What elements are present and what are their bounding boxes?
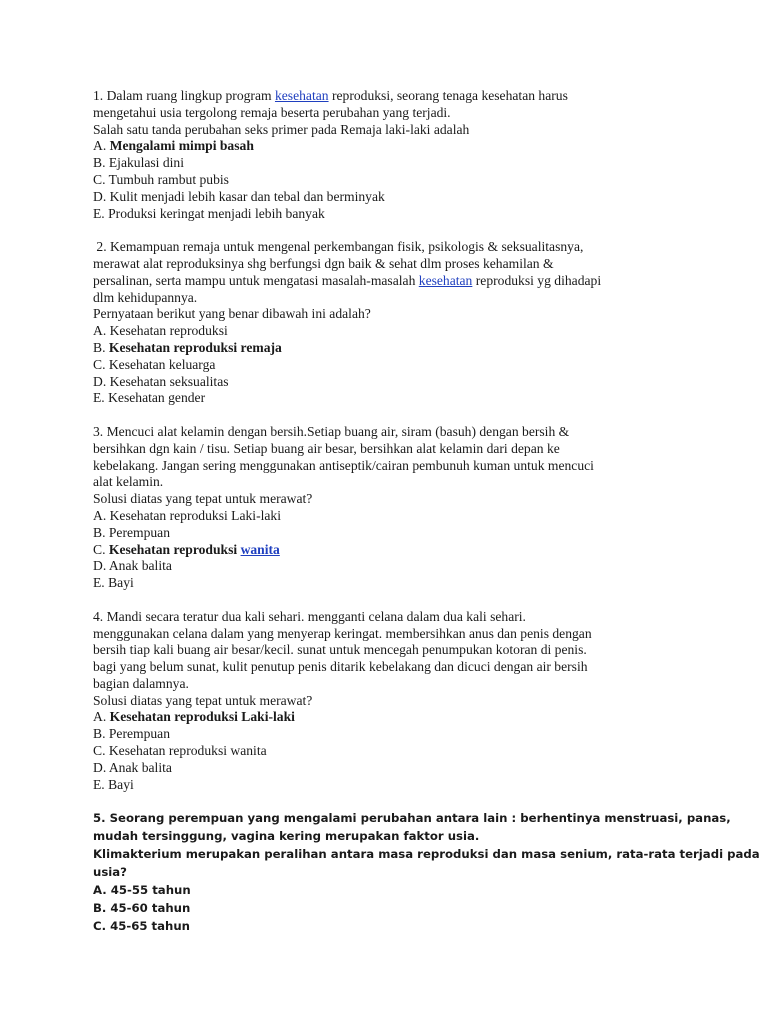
option-answer-text: Kesehatan reproduksi remaja: [108, 339, 282, 355]
option-answer-text: Kesehatan reproduksi Laki-laki: [109, 709, 295, 725]
kesehatan-link[interactable]: kesehatan: [418, 272, 473, 288]
question-1-option-c: C. Tumbuh rambut pubis: [93, 171, 229, 187]
question-3-prompt: Solusi diatas yang tepat untuk merawat?: [93, 491, 313, 507]
question-2-option-c: C. Kesehatan keluarga: [93, 356, 216, 372]
wanita-link[interactable]: wanita: [240, 541, 280, 557]
question-3-option-b: B. Perempuan: [93, 524, 171, 540]
question-1-option-e: E. Produksi keringat menjadi lebih banyak: [93, 205, 325, 221]
option-answer-text: Kesehatan reproduksi: [108, 541, 241, 557]
question-1-option-d: D. Kulit menjadi lebih kasar dan tebal dan berminyak: [93, 188, 385, 204]
question-4: [93, 609, 683, 794]
question-2-stem-text-end: reproduksi yg dihadapi: [472, 272, 602, 288]
question-2-option-d: D. Kesehatan seksualitas: [93, 373, 229, 389]
question-2-option-e: E. Kesehatan gender: [93, 390, 206, 406]
question-2-option-a: A. Kesehatan reproduksi: [93, 323, 228, 339]
option-letter: A.: [93, 709, 110, 725]
question-5-stem-line-2: mudah tersinggung, vagina kering merupakan faktor usia.: [93, 829, 480, 844]
question-2-stem-line-4: dlm kehidupannya.: [93, 289, 198, 305]
question-1-stem-text-end: reproduksi, seorang tenaga kesehatan harus: [328, 88, 568, 103]
question-5-option-a: A. 45-55 tahun: [93, 882, 191, 897]
question-2-stem-text: persalinan, serta mampu untuk mengatasi masalah-masalah: [93, 272, 419, 288]
question-4-option-d: D. Anak balita: [93, 759, 172, 775]
option-letter: A.: [93, 138, 110, 154]
question-3-option-e: E. Bayi: [93, 575, 134, 591]
question-5-option-b: B. 45-60 tahun: [93, 900, 191, 915]
question-3-option-a: A. Kesehatan reproduksi Laki-laki: [93, 507, 281, 523]
question-4-stem-line-5: bagian dalamnya.: [93, 675, 189, 691]
question-3-stem-line-2: bersihkan dgn kain / tisu. Setiap buang air besar, bersihkan alat kelamin dari depan ke: [93, 440, 560, 456]
question-1-stem-line-2: mengetahui usia tergolong remaja beserta perubahan yang terjadi.: [93, 104, 451, 120]
kesehatan-link[interactable]: kesehatan: [274, 88, 329, 103]
question-3-stem-line-1: 3. Mencuci alat kelamin dengan bersih.Setiap buang air, siram (basuh) dengan bersih &: [93, 423, 570, 439]
question-4-option-b: B. Perempuan: [93, 726, 171, 742]
question-5-stem-line-1: 5. Seorang perempuan yang mengalami perubahan antara lain : berhentinya menstruasi, panas,: [93, 811, 731, 826]
question-5-stem-line-4: usia?: [93, 864, 127, 879]
question-4-stem-line-3: bersih tiap kali buang air besar/kecil. sunat untuk mencegah penumpukan kotoran di penis.: [93, 642, 587, 658]
question-1-stem-line-1: [93, 88, 683, 105]
question-1-stem-text: 1. Dalam ruang lingkup program: [93, 88, 275, 103]
question-3: [93, 424, 683, 592]
question-3-stem-line-4: alat kelamin.: [93, 474, 164, 490]
question-1-prompt: Salah satu tanda perubahan seks primer pada Remaja laki-laki adalah: [93, 121, 470, 137]
question-2-stem-line-3: [93, 273, 683, 290]
question-4-stem-line-1: 4. Mandi secara teratur dua kali sehari. mengganti celana dalam dua kali sehari.: [93, 608, 526, 624]
question-4-option-e: E. Bayi: [93, 776, 134, 792]
question-5: [93, 810, 760, 935]
question-2-option-b: [93, 340, 683, 357]
question-2-stem-line-2: merawat alat reproduksinya shg berfungsi dgn baik & sehat dlm proses kehamilan &: [93, 255, 554, 271]
question-2-stem-line-1: 2. Kemampuan remaja untuk mengenal perkembangan fisik, psikologis & seksualitasnya,: [93, 239, 584, 255]
option-letter: C.: [93, 541, 109, 557]
question-1: [93, 88, 683, 222]
question-4-prompt: Solusi diatas yang tepat untuk merawat?: [93, 692, 313, 708]
question-4-option-a: [93, 709, 683, 726]
question-5-option-c: C. 45-65 tahun: [93, 918, 190, 933]
question-3-option-c: [93, 542, 683, 559]
question-3-option-d: D. Anak balita: [93, 558, 172, 574]
question-4-stem-line-4: bagi yang belum sunat, kulit penutup penis ditarik kebelakang dan dicuci dengan air bersih: [93, 659, 588, 675]
option-letter: B.: [93, 339, 109, 355]
question-5-stem-line-3: Klimakterium merupakan peralihan antara masa reproduksi dan masa senium, rata-rata terjadi pada: [93, 847, 760, 862]
question-4-option-c: C. Kesehatan reproduksi wanita: [93, 743, 267, 759]
question-4-stem-line-2: menggunakan celana dalam yang menyerap keringat. membersihkan anus dan penis dengan: [93, 625, 592, 641]
question-1-option-b: B. Ejakulasi dini: [93, 155, 184, 171]
question-1-option-a: [93, 138, 683, 155]
document-body: [93, 88, 760, 936]
option-answer-text: Mengalami mimpi basah: [109, 138, 254, 154]
question-2-prompt: Pernyataan berikut yang benar dibawah ini adalah?: [93, 306, 371, 322]
question-2: [93, 239, 683, 407]
question-3-stem-line-3: kebelakang. Jangan sering menggunakan antiseptik/cairan pembunuh kuman untuk mencuci: [93, 457, 594, 473]
